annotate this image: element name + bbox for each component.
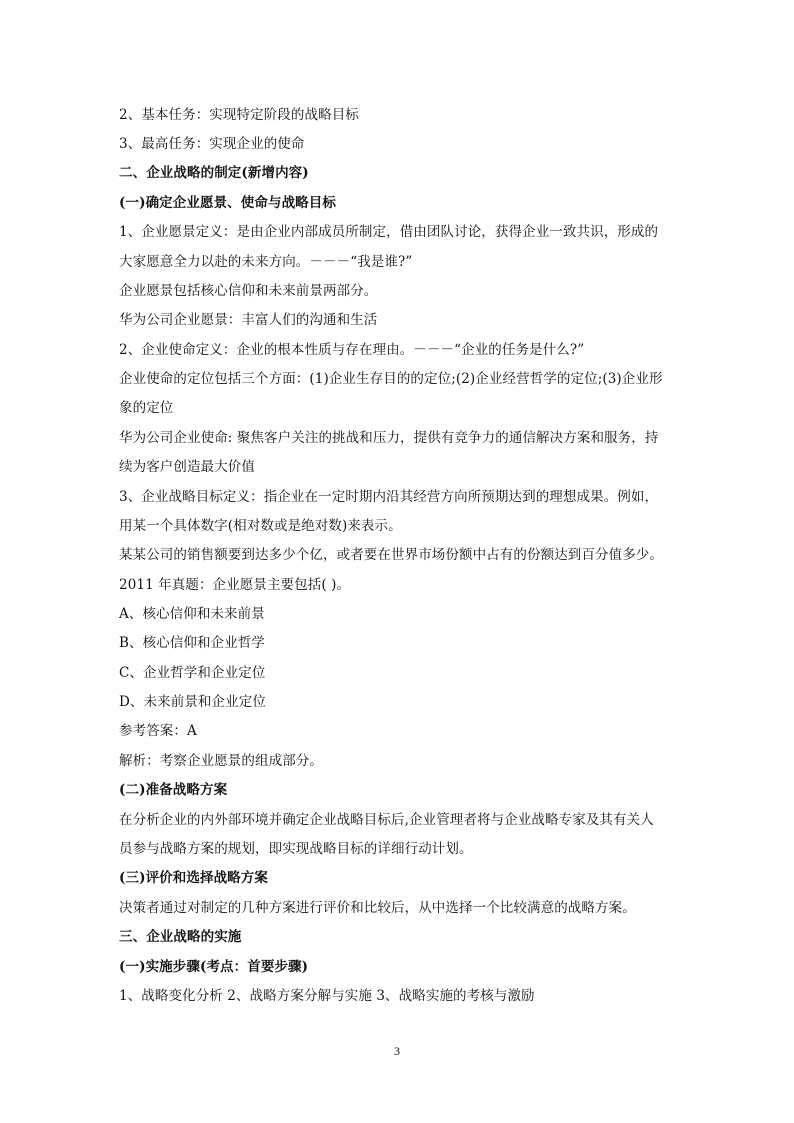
page-number: 3	[394, 1044, 400, 1058]
subsection-heading: (一)确定企业愿景、使命与战略目标	[119, 195, 336, 211]
text-line: 大家愿意全力以赴的未来方向。－－－“我是谁?”	[119, 254, 413, 270]
text-line: 3、最高任务：实现企业的使命	[119, 136, 305, 152]
subsection-heading: (二)准备战略方案	[119, 782, 228, 798]
text-line: 续为客户创造最大价值	[119, 459, 255, 475]
text-line: 在分析企业的内外部环境并确定企业战略目标后,企业管理者将与企业战略专家及其有关人	[119, 812, 654, 828]
text-line: 员参与战略方案的规划，即实现战略目标的详细行动计划。	[119, 841, 473, 857]
text-line: 华为公司企业愿景：丰富人们的沟通和生活	[119, 312, 378, 328]
answer-option-b: B、核心信仰和企业哲学	[119, 635, 266, 651]
text-line: 1、战略变化分析 2、战略方案分解与实施 3、战略实施的考核与激励	[119, 988, 535, 1004]
text-line: 2、基本任务：实现特定阶段的战略目标	[119, 107, 359, 123]
text-line: 1、企业愿景定义：是由企业内部成员所制定，借由团队讨论，获得企业一致共识，形成的	[119, 224, 659, 240]
text-line: 某某公司的销售额要到达多少个亿，或者要在世界市场份额中占有的份额达到百分值多少。	[119, 547, 663, 563]
subsection-heading: (一)实施步骤(考点：首要步骤)	[119, 959, 309, 975]
section-heading: 三、企业战略的实施	[119, 929, 242, 945]
answer-option-d: D、未来前景和企业定位	[119, 694, 266, 710]
section-heading: 二、企业战略的制定(新增内容)	[119, 165, 309, 181]
text-line: 2、企业使命定义：企业的根本性质与存在理由。－－－“企业的任务是什么?”	[119, 342, 585, 358]
explanation: 解析：考察企业愿景的组成部分。	[119, 753, 323, 769]
text-line: 华为公司企业使命: 聚焦客户关注的挑战和压力，提供有竞争力的通信解决方案和服务，持	[119, 430, 659, 446]
text-line: 象的定位	[119, 400, 174, 416]
text-line: 用某一个具体数字(相对数或是绝对数)来表示。	[119, 518, 402, 534]
exam-question: 2011 年真题：企业愿景主要包括( )。	[119, 577, 351, 593]
answer-option-a: A、核心信仰和未来前景	[119, 606, 265, 622]
text-line: 决策者通过对制定的几种方案进行评价和比较后，从中选择一个比较满意的战略方案。	[119, 900, 636, 916]
subsection-heading: (三)评价和选择战略方案	[119, 870, 268, 886]
answer-option-c: C、企业哲学和企业定位	[119, 665, 266, 681]
reference-answer: 参考答案：A	[119, 723, 197, 739]
text-line: 3、企业战略目标定义：指企业在一定时期内沿其经营方向所预期达到的理想成果。例如，	[119, 489, 659, 505]
text-line: 企业愿景包括核心信仰和未来前景两部分。	[119, 283, 378, 299]
text-line: 企业使命的定位包括三个方面：(1)企业生存目的的定位;(2)企业经营哲学的定位;(3)企业形	[119, 371, 663, 387]
